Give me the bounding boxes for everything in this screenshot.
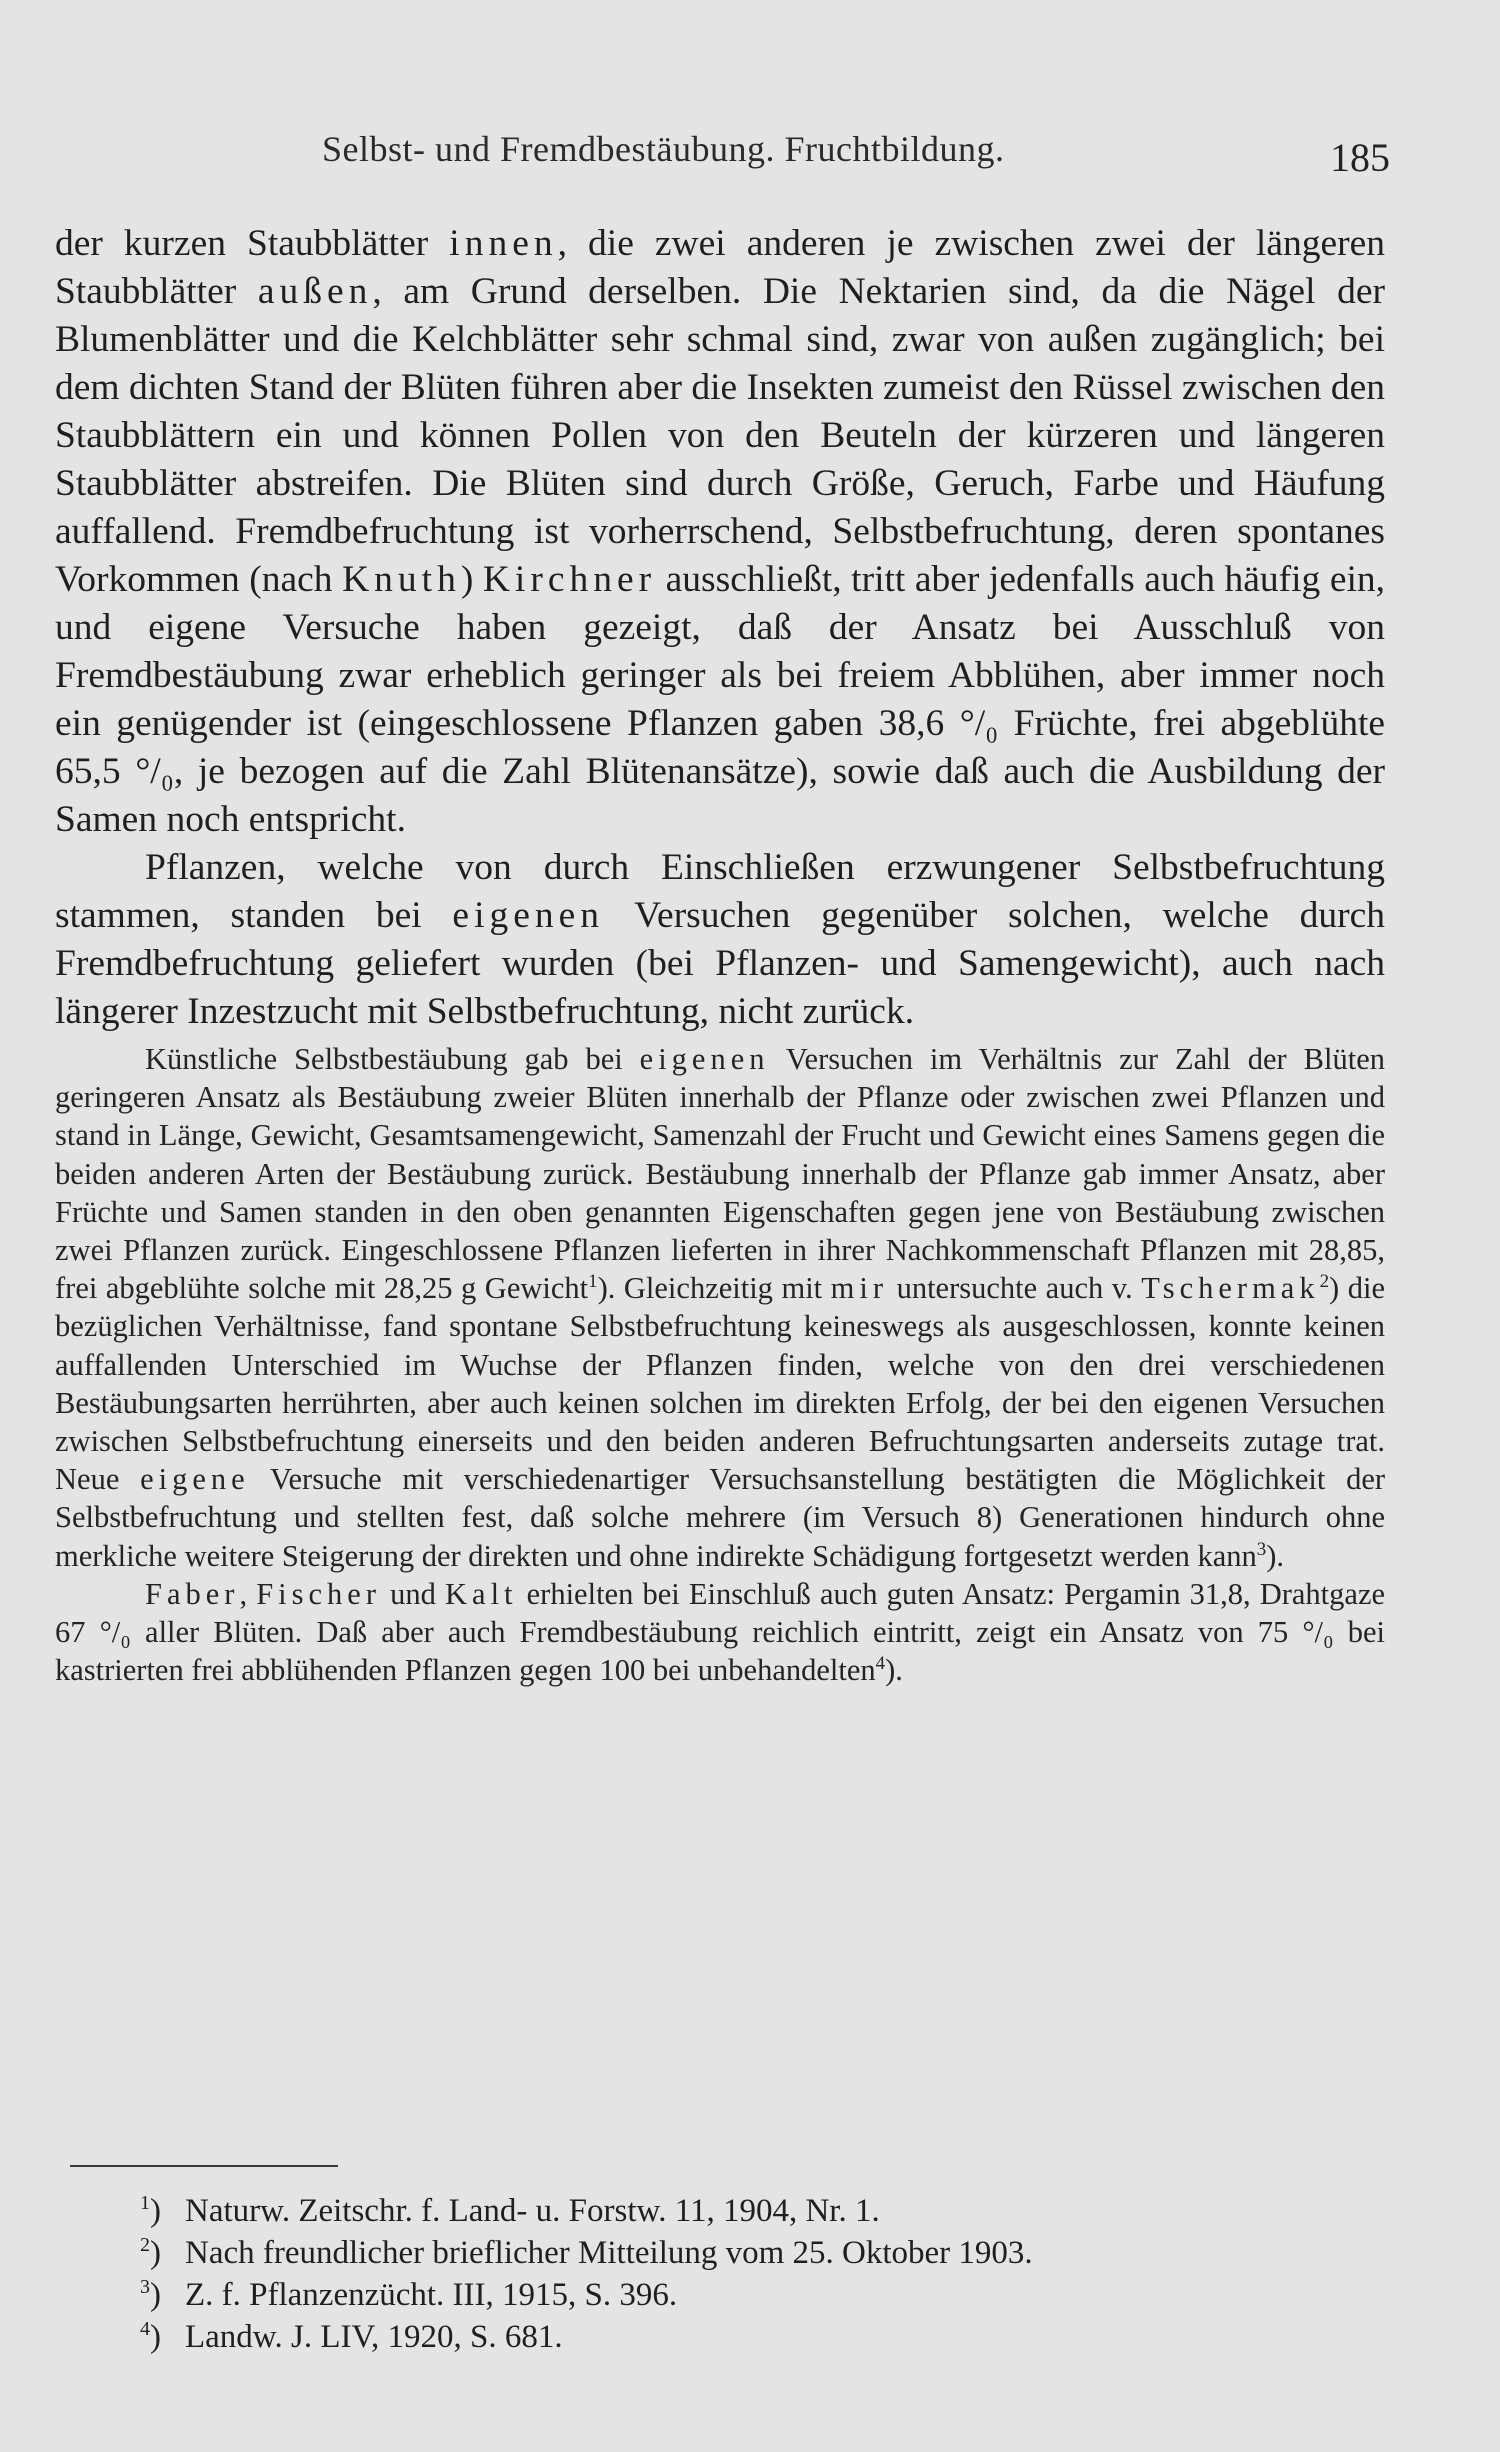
author-name: Knuth — [342, 559, 461, 600]
page-header — [60, 118, 1390, 178]
footnote: $^1$) Naturw. Zeitschr. f. Land- u. Forstw. 11, 1904, Nr. 1. — [140, 2190, 1340, 2232]
small-paragraph: Faber, Fischer und Kalt erhielten bei Einschluß auch guten Ansatz: Pergamin 31,8, Drahtgaze 67 °/₀ aller Blüten. Daß aber auch Fremdbestäubung reichlich eintritt, zeigt ein Ansatz von 75 °/₀ bei kastrierten frei abblühenden Pflanzen gegen 100 bei unbehandelten$^4$). — [55, 1576, 1386, 1688]
spaced-emphasis: eigene — [140, 1462, 250, 1497]
footnote-mark: 2 — [140, 2234, 150, 2256]
paragraph: der kurzen Staubblätter innen, die zwei anderen je zwischen zwei der längeren Staubblätter außen, am Grund derselben. Die Nektarien sind, da die Nägel der Blumenblätter und die Kelchblätter sehr schmal sind, zwar von außen zugänglich; bei dem dichten Stand der Blüten führen aber die Insekten zumeist den Rüssel zwischen den Staubblättern ein und können Pollen von den Beuteln der kürzeren und längeren Staubblätter abstreifen. Die Blüten sind durch Größe, Geruch, Farbe und Häufung auffallend. Fremdbefruchtung ist vorherrschend, Selbstbefruchtung, deren spontanes Vorkommen (nach Knuth) Kirchner ausschließt, tritt aber jedenfalls auch häufig ein, und eigene Versuche haben gezeigt, daß der Ansatz bei Ausschluß von Fremdbestäubung zwar erheblich geringer als bei freiem Abblühen, aber immer noch ein genügender ist (eingeschlossene Pflanzen gaben 38,6 °/₀ Früchte, frei abgeblühte 65,5 °/₀, je bezogen auf die Zahl Blütenansätze), sowie daß auch die Ausbildung der Samen noch entspricht. — [55, 223, 1386, 840]
footnote-ref: 3 — [1256, 1538, 1267, 1560]
author-name: Kalt — [445, 1576, 518, 1611]
footnote-text: Nach freundlicher brieflicher Mitteilung vom 25. Oktober 1903. — [185, 2235, 1033, 2271]
small-paragraph: Künstliche Selbstbestäubung gab bei eigenen Versuchen im Verhältnis zur Zahl der Blüten geringeren Ansatz als Bestäubung zweier Blüten innerhalb der Pflanze oder zwischen zwei Pflanzen und stand in Länge, Gewicht, Gesamtsamengewicht, Samenzahl der Frucht und Gewicht eines Samens gegen die beiden anderen Arten der Bestäubung zurück. Bestäubung innerhalb der Pflanze gab immer Ansatz, aber Früchte und Samen standen in den oben genannten Eigenschaften gegen jene von Bestäubung zwischen zwei Pflanzen zurück. Eingeschlossene Pflanzen lieferten in ihrer Nachkommenschaft Pflanzen mit 28,85, frei abgeblühte solche mit 28,25 g Gewicht$^1$). Gleichzeitig mit mir untersuchte auch v. Tschermak$^2$) die bezüglichen Verhältnisse, fand spontane Selbstbefruchtung keineswegs als ausgeschlossen, konnte keinen auffallenden Unterschied im Wuchse der Pflanzen finden, welche von den drei verschiedenen Bestäubungsarten herrührten, aber auch keinen solchen im direkten Erfolg, der bei den eigenen Versuchen zwischen Selbstbefruchtung einerseits und den beiden anderen Befruchtungsarten anderseits zutage trat. Neue eigene Versuche mit verschiedenartiger Versuchsanstellung bestätigten die Möglichkeit der Selbstbefruchtung und stellten fest, daß solche mehrere (im Versuch 8) Generationen hindurch ohne merkliche weitere Steigerung der direkten und ohne indirekte Schädigung fortgesetzt werden kann$^3$). — [55, 1042, 1386, 1573]
author-name: Tschermak — [1141, 1271, 1320, 1306]
author-name: Fischer — [256, 1576, 381, 1611]
percent-sign: °/₀ — [135, 751, 174, 792]
footnote-text: Landw. J. LIV, 1920, S. 681. — [185, 2319, 563, 2355]
small-print-text — [55, 1040, 1385, 1689]
running-title: Selbst- und Fremdbestäubung. Fruchtbildung. — [322, 129, 1005, 169]
spaced-emphasis: eigenen — [639, 1042, 770, 1076]
footnotes — [140, 2190, 1340, 2358]
footnote: $^2$) Nach freundlicher brieflicher Mitteilung vom 25. Oktober 1903. — [140, 2232, 1340, 2274]
footnote-mark: 1 — [140, 2192, 150, 2214]
footnote-ref: 1 — [588, 1271, 598, 1293]
percent-sign: °/₀ — [959, 703, 999, 744]
footnote-divider — [70, 2165, 338, 2167]
spaced-emphasis: eigenen — [452, 895, 605, 936]
footnote-mark: 3 — [140, 2276, 150, 2298]
percent-sign: °/₀ — [99, 1615, 131, 1650]
body-text — [55, 220, 1385, 1689]
spaced-emphasis: mir — [830, 1271, 889, 1306]
footnote: $^3$) Z. f. Pflanzenzücht. III, 1915, S. 396. — [140, 2274, 1340, 2316]
author-name: Faber — [145, 1576, 240, 1611]
footnote-ref: 2 — [1319, 1271, 1330, 1293]
footnote-ref: 4 — [875, 1653, 886, 1675]
spaced-emphasis: innen — [449, 223, 558, 264]
footnote-text: Z. f. Pflanzenzücht. III, 1915, S. 396. — [185, 2277, 678, 2313]
spaced-emphasis: außen — [257, 271, 373, 312]
author-name: Kirchner — [482, 559, 657, 600]
paragraph: Pflanzen, welche von durch Einschließen erzwungener Selbstbefruchtung stammen, standen bei eigenen Versuchen gegenüber solchen, welche durch Fremdbefruchtung geliefert wurden (bei Pflanzen- und Samengewicht), auch nach längerer Inzestzucht mit Selbstbefruchtung, nicht zurück. — [55, 847, 1386, 1032]
page-number: 185 — [1330, 135, 1390, 180]
main-text — [55, 220, 1385, 1036]
footnote-text: Naturw. Zeitschr. f. Land- u. Forstw. 11, 1904, Nr. 1. — [185, 2193, 880, 2229]
footnote: $^4$) Landw. J. LIV, 1920, S. 681. — [140, 2316, 1340, 2358]
footnote-mark: 4 — [140, 2318, 150, 2340]
percent-sign: °/₀ — [1302, 1615, 1334, 1650]
